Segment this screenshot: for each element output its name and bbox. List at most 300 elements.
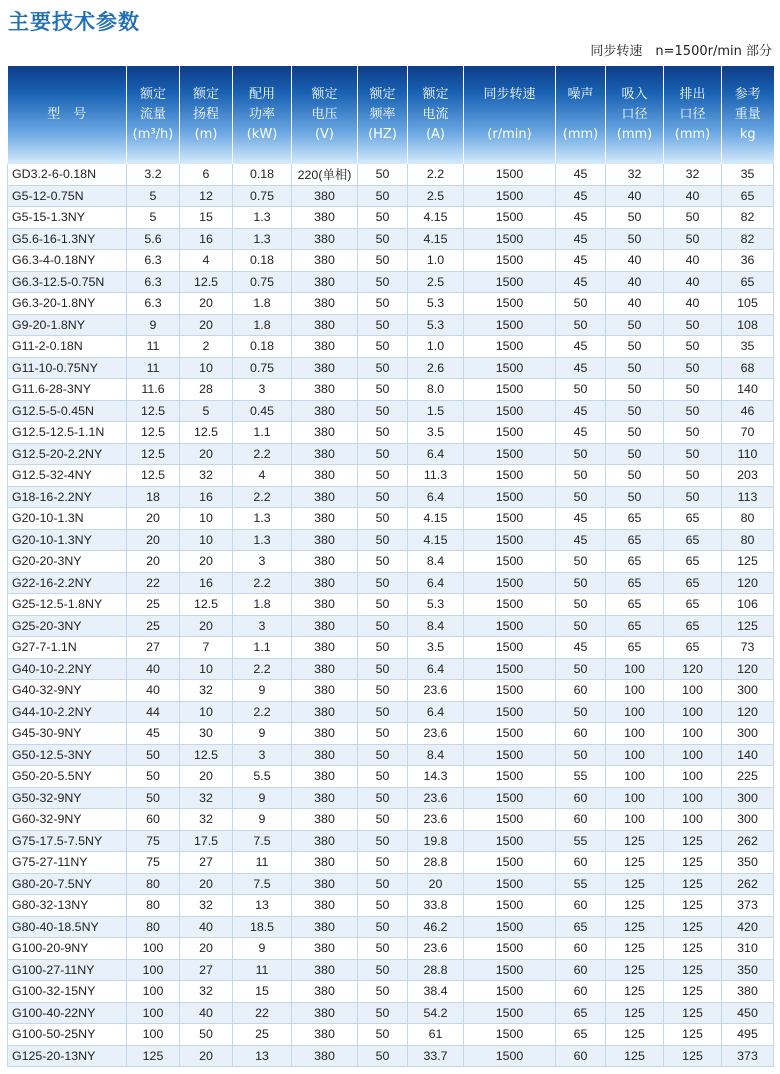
- table-cell: 1500: [464, 981, 556, 1003]
- table-cell: 50: [358, 938, 408, 960]
- table-cell: 50: [556, 465, 606, 487]
- table-cell: 1500: [464, 809, 556, 831]
- table-cell: 100: [664, 701, 722, 723]
- model-cell: G125-20-13NY: [8, 1045, 127, 1067]
- table-cell: 4.15: [408, 508, 464, 530]
- column-header: [180, 66, 233, 164]
- table-cell: 1500: [464, 185, 556, 207]
- table-cell: 50: [606, 379, 664, 401]
- column-header-line: 排出: [679, 87, 706, 102]
- table-cell: 40: [606, 271, 664, 293]
- table-cell: 105: [722, 293, 774, 315]
- table-cell: 1500: [464, 852, 556, 874]
- table-cell: 125: [606, 938, 664, 960]
- table-cell: 125: [606, 852, 664, 874]
- model-cell: G12.5-12.5-1.1N: [8, 422, 127, 444]
- table-row: [8, 250, 774, 272]
- table-cell: 1500: [464, 938, 556, 960]
- table-cell: 50: [606, 314, 664, 336]
- column-header-line: 额定: [139, 87, 166, 102]
- table-cell: 20: [180, 293, 233, 315]
- table-cell: 140: [722, 379, 774, 401]
- model-cell: G100-50-25NY: [8, 1024, 127, 1046]
- table-cell: 25: [233, 1024, 292, 1046]
- table-row: [8, 1045, 774, 1067]
- table-cell: 50: [358, 379, 408, 401]
- table-cell: 1500: [464, 637, 556, 659]
- table-cell: 65: [606, 615, 664, 637]
- table-cell: 100: [664, 680, 722, 702]
- table-cell: 100: [606, 787, 664, 809]
- table-cell: 100: [664, 723, 722, 745]
- table-cell: 38.4: [408, 981, 464, 1003]
- table-row: [8, 271, 774, 293]
- table-cell: 60: [556, 1045, 606, 1067]
- table-cell: 45: [556, 637, 606, 659]
- table-cell: 106: [722, 594, 774, 616]
- table-cell: 65: [606, 572, 664, 594]
- table-cell: 60: [556, 680, 606, 702]
- table-cell: 380: [292, 1002, 358, 1024]
- table-cell: 40: [180, 916, 233, 938]
- table-row: [8, 680, 774, 702]
- table-cell: 60: [556, 809, 606, 831]
- table-cell: 1500: [464, 615, 556, 637]
- table-cell: 50: [127, 787, 180, 809]
- table-cell: 16: [180, 572, 233, 594]
- table-cell: 45: [556, 250, 606, 272]
- table-row: [8, 938, 774, 960]
- table-cell: 12.5: [180, 594, 233, 616]
- table-row: [8, 830, 774, 852]
- table-cell: 50: [358, 1024, 408, 1046]
- table-cell: 40: [664, 271, 722, 293]
- table-cell: 65: [606, 594, 664, 616]
- table-cell: 1500: [464, 1002, 556, 1024]
- table-cell: 310: [722, 938, 774, 960]
- table-cell: 6.3: [127, 250, 180, 272]
- table-cell: 20: [127, 508, 180, 530]
- column-header: [292, 66, 358, 164]
- table-cell: 65: [722, 185, 774, 207]
- table-cell: 8.0: [408, 379, 464, 401]
- table-cell: 380: [292, 357, 358, 379]
- table-cell: 380: [292, 250, 358, 272]
- table-cell: 28: [180, 379, 233, 401]
- table-cell: 45: [556, 400, 606, 422]
- column-header-line: (mm): [674, 127, 711, 142]
- table-row: [8, 658, 774, 680]
- table-cell: 32: [664, 164, 722, 185]
- table-cell: 1500: [464, 250, 556, 272]
- table-cell: 50: [358, 228, 408, 250]
- table-cell: 50: [556, 658, 606, 680]
- table-cell: 50: [127, 744, 180, 766]
- table-cell: 1500: [464, 465, 556, 487]
- model-cell: G100-40-22NY: [8, 1002, 127, 1024]
- table-cell: 12.5: [127, 400, 180, 422]
- table-cell: 3.5: [408, 637, 464, 659]
- table-cell: 1500: [464, 916, 556, 938]
- table-cell: 11.3: [408, 465, 464, 487]
- column-header-line: (m): [194, 127, 218, 142]
- table-row: [8, 744, 774, 766]
- table-cell: 50: [358, 873, 408, 895]
- table-cell: 262: [722, 830, 774, 852]
- table-cell: 1500: [464, 336, 556, 358]
- column-header: [464, 66, 556, 164]
- column-header-line: 型 号: [47, 107, 87, 122]
- table-cell: 380: [292, 615, 358, 637]
- column-header-line: 重量: [734, 107, 761, 122]
- table-cell: 60: [556, 938, 606, 960]
- table-cell: 50: [358, 680, 408, 702]
- table-row: [8, 787, 774, 809]
- table-cell: 44: [127, 701, 180, 723]
- model-cell: G50-12.5-3NY: [8, 744, 127, 766]
- table-cell: 12.5: [180, 271, 233, 293]
- table-cell: 380: [292, 594, 358, 616]
- table-cell: 6: [180, 164, 233, 185]
- table-cell: 23.6: [408, 680, 464, 702]
- table-cell: 380: [292, 637, 358, 659]
- table-cell: 4: [180, 250, 233, 272]
- model-cell: G5-15-1.3NY: [8, 207, 127, 229]
- table-cell: 46: [722, 400, 774, 422]
- table-cell: 35: [722, 164, 774, 185]
- table-cell: 2.5: [408, 185, 464, 207]
- table-cell: 50: [664, 207, 722, 229]
- table-cell: 68: [722, 357, 774, 379]
- table-cell: 50: [127, 766, 180, 788]
- table-cell: 70: [722, 422, 774, 444]
- table-cell: 50: [556, 551, 606, 573]
- column-header-line: 同步转速: [483, 87, 536, 102]
- table-cell: 50: [358, 1045, 408, 1067]
- model-cell: G45-30-9NY: [8, 723, 127, 745]
- table-row: [8, 486, 774, 508]
- table-cell: 80: [722, 529, 774, 551]
- column-header-line: kg: [739, 127, 756, 142]
- table-cell: 100: [127, 959, 180, 981]
- table-cell: 54.2: [408, 1002, 464, 1024]
- table-cell: 380: [292, 852, 358, 874]
- table-cell: 1.0: [408, 250, 464, 272]
- table-cell: 100: [606, 744, 664, 766]
- table-cell: 50: [358, 529, 408, 551]
- table-cell: 27: [180, 852, 233, 874]
- table-cell: 61: [408, 1024, 464, 1046]
- table-cell: 65: [606, 529, 664, 551]
- table-row: [8, 895, 774, 917]
- table-cell: 450: [722, 1002, 774, 1024]
- column-header-line: 流量: [139, 107, 166, 122]
- column-header-line: 扬程: [192, 107, 219, 122]
- table-cell: 45: [127, 723, 180, 745]
- table-cell: 20: [180, 314, 233, 336]
- column-header-line: (V): [314, 127, 335, 142]
- table-cell: 380: [292, 959, 358, 981]
- table-cell: 50: [358, 787, 408, 809]
- table-cell: 20: [180, 766, 233, 788]
- model-cell: G40-32-9NY: [8, 680, 127, 702]
- table-cell: 9: [233, 787, 292, 809]
- table-row: [8, 228, 774, 250]
- table-cell: 380: [292, 701, 358, 723]
- table-cell: 1500: [464, 293, 556, 315]
- table-cell: 50: [664, 228, 722, 250]
- table-cell: 4.15: [408, 207, 464, 229]
- table-row: [8, 852, 774, 874]
- table-cell: 20: [180, 443, 233, 465]
- table-cell: 82: [722, 228, 774, 250]
- table-cell: 32: [180, 787, 233, 809]
- table-cell: 50: [358, 895, 408, 917]
- table-cell: 13: [233, 895, 292, 917]
- table-cell: 2.6: [408, 357, 464, 379]
- model-cell: G80-40-18.5NY: [8, 916, 127, 938]
- table-row: [8, 443, 774, 465]
- table-cell: 380: [292, 938, 358, 960]
- column-header: [722, 66, 774, 164]
- table-cell: 50: [358, 250, 408, 272]
- table-cell: 6.4: [408, 572, 464, 594]
- table-body: [8, 164, 774, 1067]
- table-cell: 100: [127, 1024, 180, 1046]
- table-cell: 16: [180, 228, 233, 250]
- table-cell: 1500: [464, 766, 556, 788]
- table-cell: 125: [606, 916, 664, 938]
- table-cell: 5: [127, 207, 180, 229]
- table-cell: 1.8: [233, 293, 292, 315]
- table-cell: 50: [664, 357, 722, 379]
- table-cell: 380: [292, 271, 358, 293]
- table-row: [8, 465, 774, 487]
- table-cell: 36: [722, 250, 774, 272]
- column-header-line: (mm): [616, 127, 653, 142]
- table-cell: 6.4: [408, 486, 464, 508]
- table-cell: 1500: [464, 551, 556, 573]
- column-header: [606, 66, 664, 164]
- model-cell: GD3.2-6-0.18N: [8, 164, 127, 185]
- table-cell: 380: [292, 508, 358, 530]
- table-cell: 100: [664, 766, 722, 788]
- table-cell: 75: [127, 830, 180, 852]
- table-cell: 55: [556, 766, 606, 788]
- table-cell: 65: [664, 551, 722, 573]
- table-cell: 32: [180, 680, 233, 702]
- table-row: [8, 1002, 774, 1024]
- column-header: [127, 66, 180, 164]
- table-cell: 4: [233, 465, 292, 487]
- table-cell: 25: [127, 594, 180, 616]
- table-cell: 45: [556, 422, 606, 444]
- table-cell: 125: [664, 1024, 722, 1046]
- table-cell: 1500: [464, 422, 556, 444]
- table-cell: 50: [556, 744, 606, 766]
- table-cell: 380: [292, 207, 358, 229]
- table-cell: 110: [722, 443, 774, 465]
- table-row: [8, 637, 774, 659]
- model-cell: G100-32-15NY: [8, 981, 127, 1003]
- table-cell: 6.4: [408, 443, 464, 465]
- table-cell: 100: [127, 981, 180, 1003]
- table-cell: 50: [664, 400, 722, 422]
- table-cell: 50: [358, 637, 408, 659]
- table-cell: 2.2: [233, 443, 292, 465]
- table-cell: 15: [180, 207, 233, 229]
- table-cell: 1500: [464, 207, 556, 229]
- column-header-line: 电流: [422, 107, 449, 122]
- table-cell: 373: [722, 1045, 774, 1067]
- table-cell: 80: [127, 895, 180, 917]
- table-cell: 50: [556, 701, 606, 723]
- table-cell: 300: [722, 680, 774, 702]
- table-cell: 100: [606, 701, 664, 723]
- table-cell: 82: [722, 207, 774, 229]
- column-header-line: (HZ): [368, 127, 397, 142]
- table-row: [8, 594, 774, 616]
- column-header-line: [464, 105, 555, 125]
- table-row: [8, 873, 774, 895]
- table-cell: 50: [358, 293, 408, 315]
- table-cell: 32: [606, 164, 664, 185]
- model-cell: G11.6-28-3NY: [8, 379, 127, 401]
- model-cell: G12.5-20-2.2NY: [8, 443, 127, 465]
- table-cell: 18.5: [233, 916, 292, 938]
- table-cell: 50: [358, 658, 408, 680]
- table-cell: 65: [606, 551, 664, 573]
- table-cell: 1500: [464, 271, 556, 293]
- table-cell: 50: [556, 379, 606, 401]
- table-cell: 8.4: [408, 551, 464, 573]
- table-cell: 1500: [464, 873, 556, 895]
- table-cell: 50: [358, 314, 408, 336]
- table-cell: 60: [127, 809, 180, 831]
- table-cell: 125: [606, 959, 664, 981]
- table-cell: 1500: [464, 486, 556, 508]
- model-cell: G5.6-16-1.3NY: [8, 228, 127, 250]
- table-cell: 120: [722, 572, 774, 594]
- table-cell: 50: [664, 465, 722, 487]
- table-cell: 50: [606, 486, 664, 508]
- table-cell: 23.6: [408, 938, 464, 960]
- table-cell: 1.8: [233, 314, 292, 336]
- table-cell: 1500: [464, 400, 556, 422]
- table-cell: 100: [606, 680, 664, 702]
- table-cell: 380: [292, 744, 358, 766]
- table-row: [8, 615, 774, 637]
- table-cell: 380: [292, 336, 358, 358]
- table-cell: 2.2: [408, 164, 464, 185]
- model-cell: G5-12-0.75N: [8, 185, 127, 207]
- table-cell: 380: [722, 981, 774, 1003]
- table-cell: 2: [180, 336, 233, 358]
- column-header-line: 配用: [248, 87, 275, 102]
- table-cell: 7.5: [233, 830, 292, 852]
- table-cell: 23.6: [408, 723, 464, 745]
- table-cell: 0.45: [233, 400, 292, 422]
- table-cell: 380: [292, 293, 358, 315]
- table-cell: 50: [358, 271, 408, 293]
- table-cell: 1500: [464, 895, 556, 917]
- table-cell: 50: [358, 486, 408, 508]
- table-cell: 45: [556, 529, 606, 551]
- table-cell: 80: [127, 873, 180, 895]
- table-cell: 50: [606, 422, 664, 444]
- table-cell: 60: [556, 787, 606, 809]
- table-cell: 45: [556, 508, 606, 530]
- table-cell: 20: [127, 529, 180, 551]
- table-cell: 1.3: [233, 529, 292, 551]
- table-cell: 50: [358, 852, 408, 874]
- table-cell: 1500: [464, 529, 556, 551]
- table-cell: 380: [292, 185, 358, 207]
- table-row: [8, 723, 774, 745]
- table-cell: 65: [556, 1002, 606, 1024]
- table-cell: 9: [127, 314, 180, 336]
- model-cell: G18-16-2.2NY: [8, 486, 127, 508]
- table-cell: 12.5: [180, 422, 233, 444]
- table-cell: 5.6: [127, 228, 180, 250]
- table-cell: 60: [556, 981, 606, 1003]
- table-cell: 22: [233, 1002, 292, 1024]
- table-cell: 380: [292, 228, 358, 250]
- table-cell: 50: [556, 594, 606, 616]
- table-cell: 380: [292, 830, 358, 852]
- table-cell: 100: [606, 723, 664, 745]
- table-cell: 125: [722, 551, 774, 573]
- table-cell: 23.6: [408, 787, 464, 809]
- table-cell: 50: [358, 207, 408, 229]
- column-header-line: 额定: [422, 87, 449, 102]
- table-cell: 380: [292, 314, 358, 336]
- table-cell: 1500: [464, 723, 556, 745]
- table-cell: 1500: [464, 830, 556, 852]
- table-cell: 65: [664, 508, 722, 530]
- table-cell: 1500: [464, 594, 556, 616]
- table-cell: 40: [127, 680, 180, 702]
- table-cell: 20: [180, 615, 233, 637]
- table-cell: 220(单相): [292, 164, 358, 185]
- table-cell: 50: [606, 357, 664, 379]
- table-cell: 27: [180, 959, 233, 981]
- column-header: [556, 66, 606, 164]
- table-cell: 1.3: [233, 207, 292, 229]
- table-row: [8, 529, 774, 551]
- table-cell: 50: [358, 744, 408, 766]
- table-cell: 5.5: [233, 766, 292, 788]
- model-cell: G6.3-4-0.18NY: [8, 250, 127, 272]
- column-header-line: (kW): [246, 127, 278, 142]
- table-cell: 50: [664, 486, 722, 508]
- table-row: [8, 959, 774, 981]
- table-cell: 14.3: [408, 766, 464, 788]
- model-cell: G6.3-20-1.8NY: [8, 293, 127, 315]
- table-cell: 125: [606, 1024, 664, 1046]
- table-cell: 65: [556, 916, 606, 938]
- column-header: [8, 66, 127, 164]
- table-cell: 1500: [464, 228, 556, 250]
- model-cell: G40-10-2.2NY: [8, 658, 127, 680]
- table-row: [8, 357, 774, 379]
- table-cell: 1.5: [408, 400, 464, 422]
- model-cell: G6.3-12.5-0.75N: [8, 271, 127, 293]
- table-cell: 1.3: [233, 508, 292, 530]
- table-cell: 50: [606, 400, 664, 422]
- table-row: [8, 422, 774, 444]
- table-cell: 10: [180, 508, 233, 530]
